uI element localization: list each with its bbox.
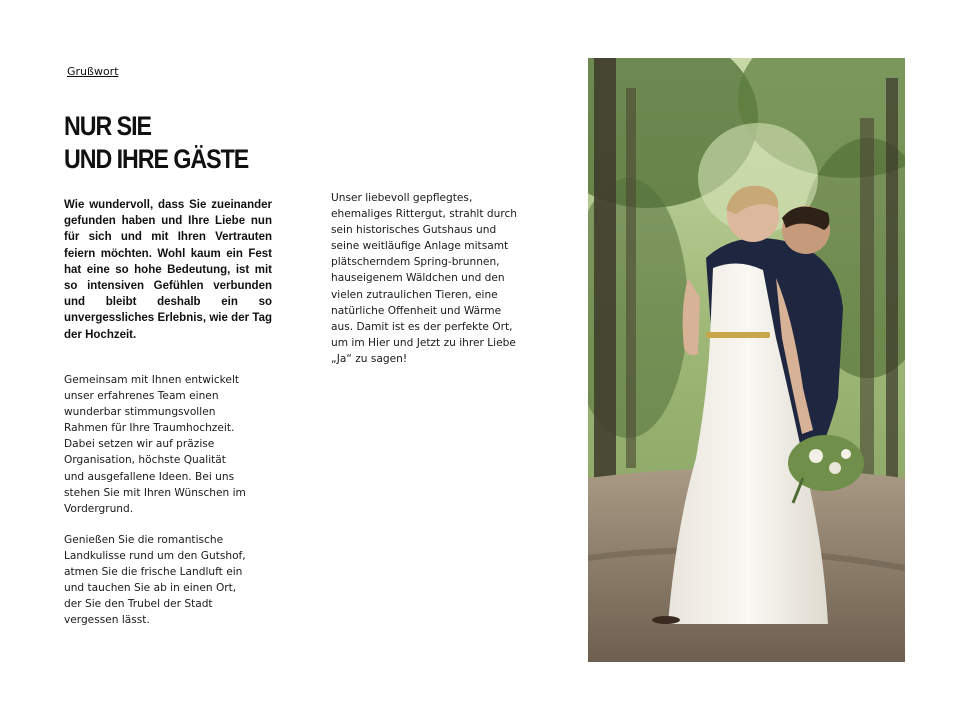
headline-line-1: NUR SIE (64, 111, 151, 141)
text-line: „Ja“ zu sagen! (331, 352, 408, 365)
text-line: Organisation, höchste Qualität (64, 454, 226, 467)
text-line: ehemaliges Rittergut, strahlt durch (331, 208, 518, 221)
text-line: Landkulisse rund um den Gutshof, (64, 550, 246, 563)
text-line: Vordergrund. (64, 502, 134, 515)
paragraph-team (64, 372, 274, 517)
text-line: atmen Sie die frische Landluft ein (64, 566, 243, 579)
intro-paragraph: Wie wundervoll, dass Sie zueinander gefunden haben und Ihre Liebe nun für sich und mit Ihren Vertrauten feiern möchten. Wohl kaum ein Fest hat eine so hohe Bedeutung, ist mit so intensiven Gefühlen verbunden und bleibt deshalb ein so unvergessliches Erlebnis, wie der Tag der Hochzeit. (64, 199, 272, 341)
text-line: hauseigenem Wäldchen und den (331, 272, 505, 285)
text-line: natürliche Offenheit und Wärme (331, 304, 502, 317)
text-line: Dabei setzen wir auf präzise (64, 438, 215, 451)
text-line: vergessen lässt. (64, 614, 150, 627)
text-line: Rahmen für Ihre Traumhochzeit. (64, 422, 235, 435)
text-line: Genießen Sie die romantische (64, 534, 224, 546)
headline-line-2: UND IHRE GÄSTE (64, 144, 249, 174)
text-line: Unser liebevoll gepflegtes, (331, 192, 473, 204)
text-line: sein historisches Gutshaus und (331, 224, 497, 237)
text-line: und tauchen Sie ab in einen Ort, (64, 582, 237, 595)
text-line: stehen Sie mit Ihren Wünschen im (64, 486, 246, 499)
text-line: seine weitläufige Anlage mitsamt (331, 240, 509, 253)
text-line: vielen zutraulichen Tieren, eine (331, 288, 498, 301)
wedding-photo (588, 58, 905, 662)
text-line: Gemeinsam mit Ihnen entwickelt (64, 374, 240, 386)
text-line: der Sie den Trubel der Stadt (64, 598, 213, 611)
paragraph-estate (331, 190, 546, 367)
page-title (64, 110, 248, 176)
text-line: um im Hier und Jetzt zu ihrer Liebe (331, 336, 516, 349)
text-line: und ausgefallene Ideen. Bei uns (64, 470, 235, 483)
section-label[interactable]: Grußwort (67, 65, 119, 78)
text-line: unser erfahrenes Team einen (64, 390, 219, 403)
text-line: wunderbar stimmungsvollen (64, 406, 216, 419)
text-line: aus. Damit ist es der perfekte Ort, (331, 320, 513, 333)
text-line: plätscherndem Spring-brunnen, (331, 256, 500, 269)
paragraph-landscape (64, 532, 274, 629)
